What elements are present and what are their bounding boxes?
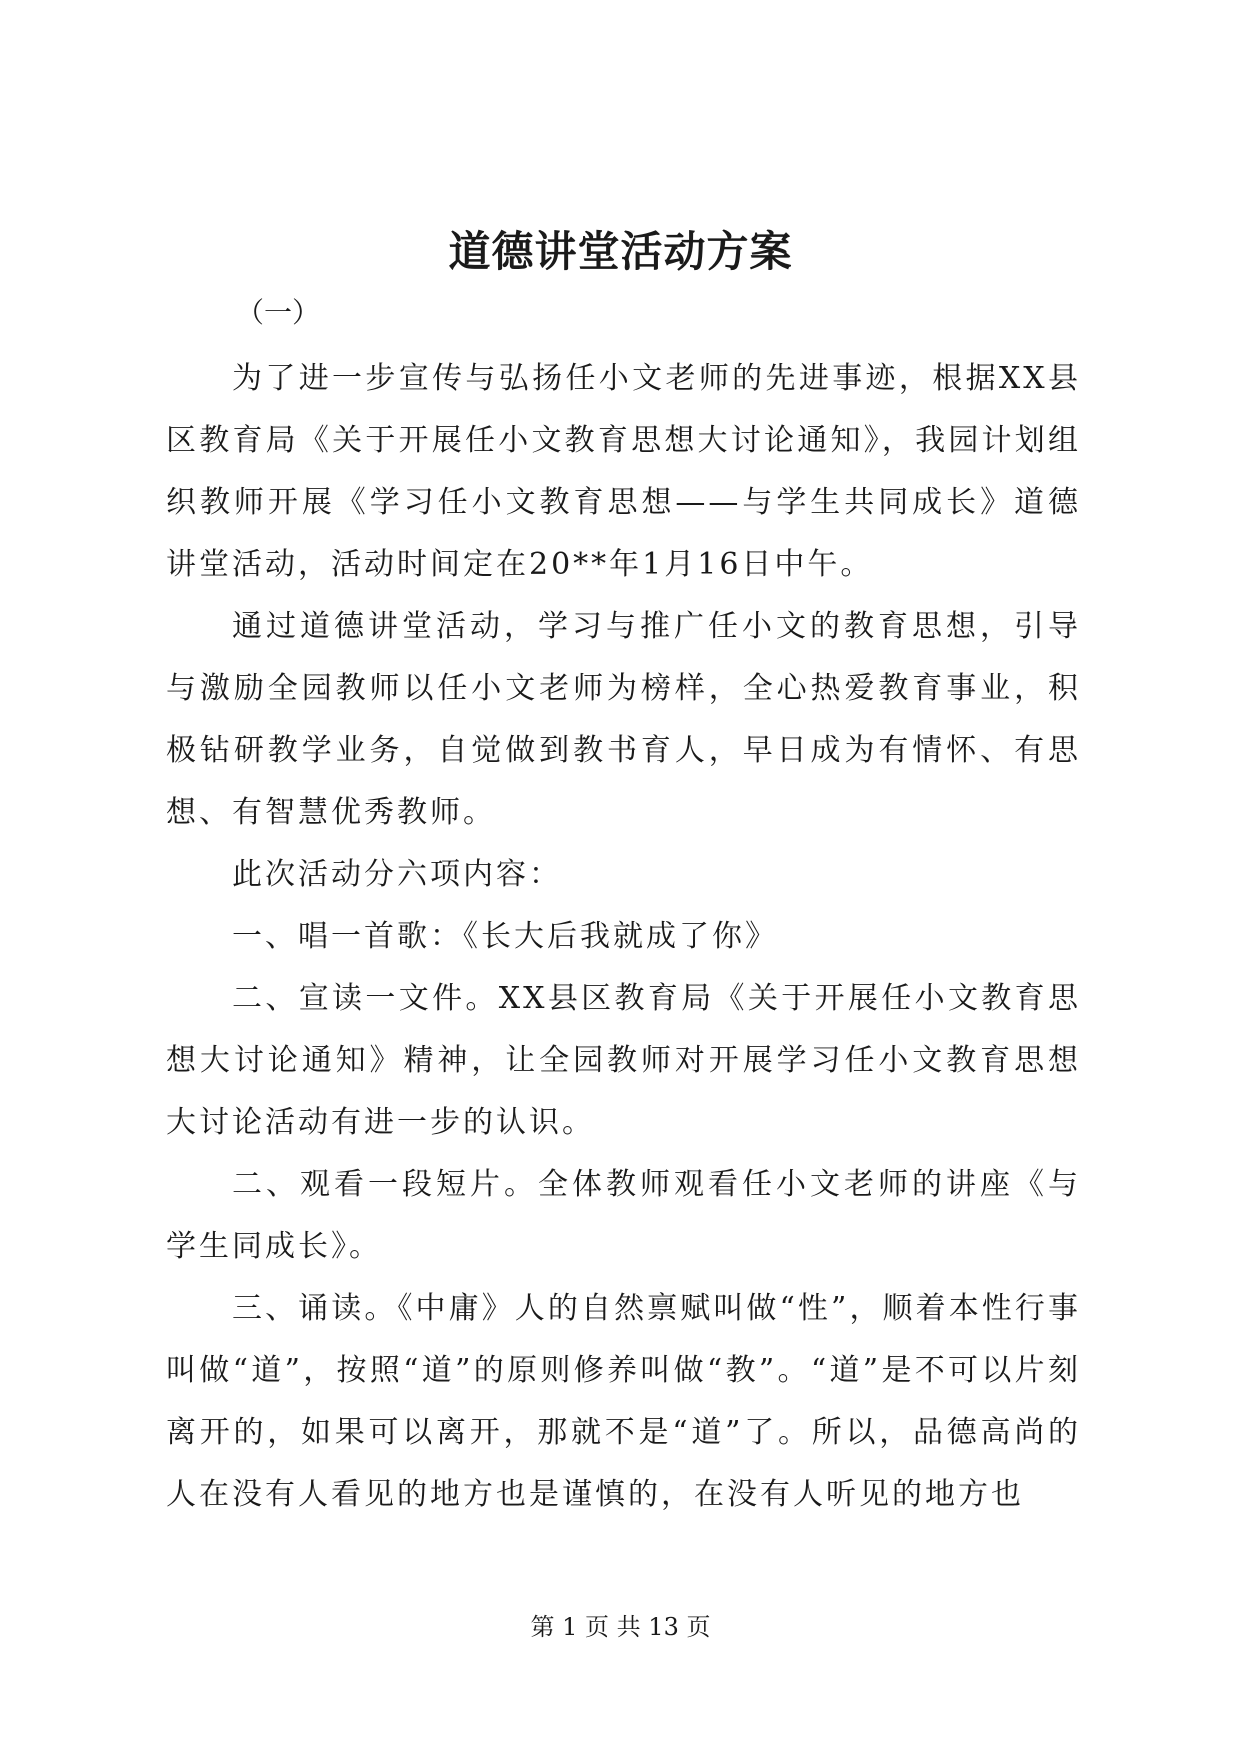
- page-footer: 第 1 页 共 13 页: [530, 1613, 711, 1641]
- paragraph-item-song: 一、唱一首歌：《长大后我就成了你》: [232, 919, 778, 954]
- paragraph-item-video: 二、观看一段短片。全体教师观看任小文老师的讲座《与学生同成长》。: [166, 1167, 1081, 1264]
- paragraph-intro: 为了进一步宣传与弘扬任小文老师的先进事迹，根据XX县区教育局《关于开展任小文教育思想大讨论通知》，我园计划组织教师开展《学习任小文教育思想——与学生共同成长》道德讲堂活动，活动时间定在20**年1月16日中午。: [166, 361, 1081, 582]
- paragraph-item-recitation: 三、诵读。《中庸》人的自然禀赋叫做“性”，顺着本性行事叫做“道”，按照“道”的原则修养叫做“教”。“道”是不可以片刻离开的，如果可以离开，那就不是“道”了。所以，品德高尚的人在没有人看见的地方也是谨慎的，在没有人听见的地方也: [166, 1291, 1081, 1512]
- document-body: [166, 290, 1081, 1526]
- document-title: 道德讲堂活动方案: [448, 227, 793, 276]
- paragraph-item-document: 二、宣读一文件。XX县区教育局《关于开展任小文教育思想大讨论通知》精神，让全园教师对开展学习任小文教育思想大讨论活动有进一步的认识。: [166, 981, 1081, 1140]
- section-label: （一）: [236, 296, 321, 329]
- paragraph-overview: 此次活动分六项内容：: [232, 857, 562, 892]
- paragraph-purpose: 通过道德讲堂活动，学习与推广任小文的教育思想，引导与激励全园教师以任小文老师为榜样，全心热爱教育事业，积极钻研教学业务，自觉做到教书育人，早日成为有情怀、有思想、有智慧优秀教师。: [166, 609, 1081, 830]
